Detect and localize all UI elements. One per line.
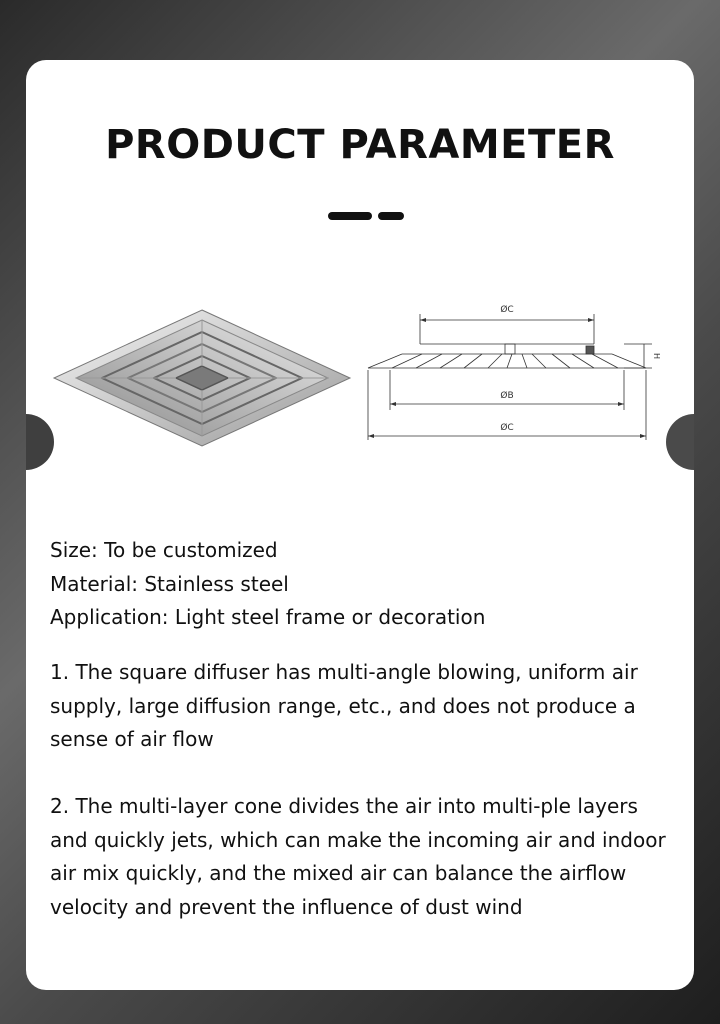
spec-list (50, 534, 680, 635)
dimension-label-top: ØC (500, 305, 514, 315)
title-divider-short (378, 212, 404, 220)
dimension-label-bottom: ØC (500, 423, 514, 433)
dimension-label-middle: ØB (500, 391, 514, 401)
technical-drawing (362, 292, 662, 452)
spec-size: Size: To be customized (50, 538, 278, 562)
spec-material: Material: Stainless steel (50, 571, 289, 596)
title-divider-long (328, 212, 372, 220)
product-card (26, 60, 694, 990)
feature-paragraph: 2. The multi-layer cone divides the air into multi-ple layers and quickly jets, which can make the incoming air and indoor air mix quickly, and the mixed air can balance the airflow velocity and prevent the influence of dust wind (50, 794, 666, 919)
page-title: PRODUCT PARAMETER (105, 122, 615, 168)
feature-paragraph: 1. The square diffuser has multi-angle blowing, uniform air supply, large diffusion range, etc., and does not produce a sense of air flow (50, 660, 638, 751)
square-diffuser-image (52, 308, 352, 448)
dimension-label-height: H (652, 352, 661, 360)
spec-application: Application: Light steel frame or decoration (50, 605, 486, 629)
card-notch-right (666, 414, 694, 470)
card-notch-left (26, 414, 54, 470)
